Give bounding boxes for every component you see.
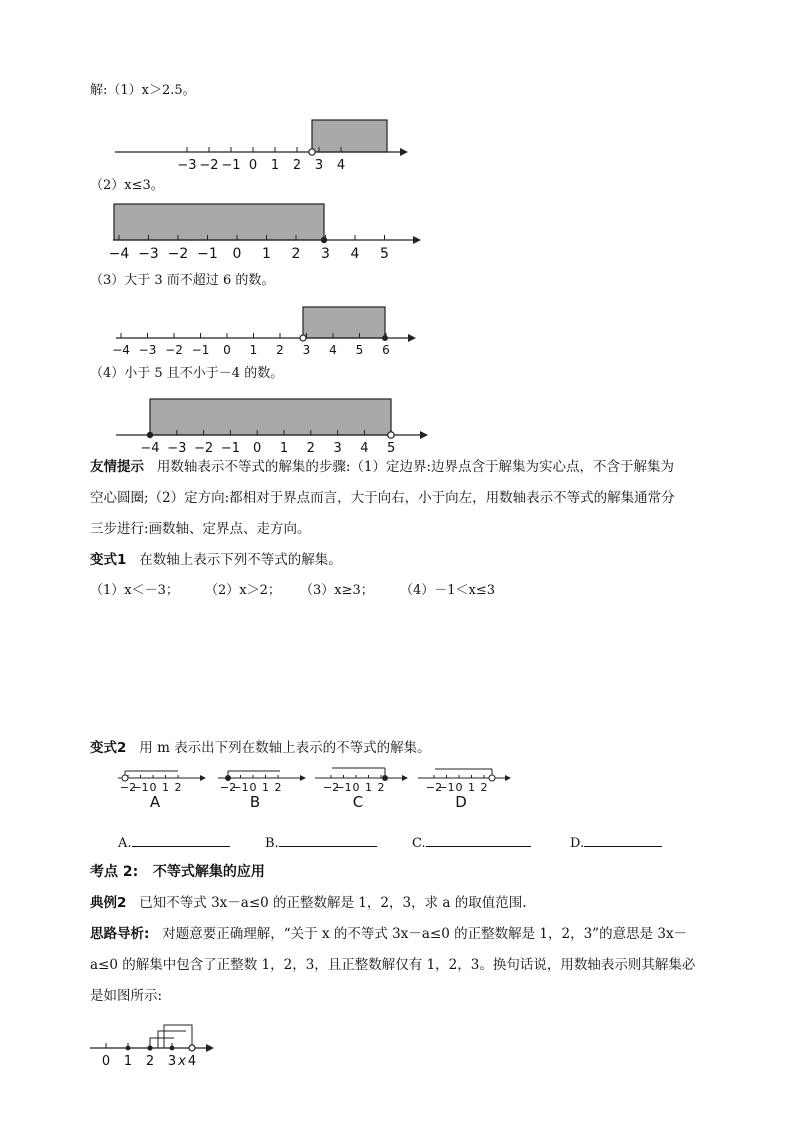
tick-label: −2: [194, 441, 214, 456]
tick-label: 4: [336, 158, 346, 173]
small-axis-b: [218, 771, 306, 811]
tick-label: −2: [219, 781, 237, 794]
tick-label: 1: [270, 158, 280, 173]
number-line-4: [108, 393, 438, 459]
tick-label: 1: [262, 246, 271, 262]
variant1-item-2: （2）x＞2；: [205, 583, 281, 598]
number-line-1: [110, 112, 410, 174]
tick-label: 3: [314, 158, 324, 173]
tick-label: −1: [220, 441, 240, 456]
arrow-icon: [402, 775, 408, 781]
arrow-icon: [408, 334, 416, 342]
tick-label: 5: [380, 246, 389, 262]
tick-label: −1: [132, 781, 149, 794]
arrow-icon: [505, 775, 511, 781]
tick-label: −3: [138, 343, 157, 357]
tick-label: −1: [191, 343, 210, 357]
tick-label: 0: [249, 781, 257, 794]
option-letter: C: [352, 793, 364, 811]
tick-label: −2: [322, 781, 340, 794]
tick-label: −4: [108, 246, 130, 262]
answer-blank-b[interactable]: [279, 832, 377, 847]
variant1-text: 在数轴上表示下列不等式的解集。: [139, 552, 342, 568]
tick-label: 5: [355, 343, 364, 357]
closed-endpoint: [382, 335, 388, 341]
tick-label: −4: [112, 343, 130, 357]
example2-label: 典例2: [90, 895, 127, 911]
tick-label: 0: [223, 343, 231, 357]
arrow-icon: [200, 775, 206, 781]
open-endpoint: [300, 335, 306, 341]
number-line-2: [108, 200, 428, 268]
tick-label: 1: [468, 781, 475, 794]
tick-label: 0: [455, 781, 463, 794]
tick-label: −1: [232, 781, 249, 794]
answer-blank-c[interactable]: [426, 832, 531, 847]
answer-b: B.: [265, 832, 377, 853]
tick-label: −1: [221, 158, 241, 173]
variant1-label: 变式1: [90, 552, 127, 568]
variant1-item-3: （3）x≥3；: [300, 583, 374, 598]
example2: [90, 893, 527, 913]
variant2-text: 用 m 表示出下列在数轴上表示的不等式的解集。: [139, 740, 431, 756]
tick-label: 1: [249, 343, 258, 357]
tick-label: 2: [291, 246, 301, 262]
variant2-label: 变式2: [90, 740, 127, 756]
shaded-region: [114, 204, 324, 240]
tick-label: 2: [292, 158, 302, 173]
tip-label: 友情提示: [90, 459, 144, 475]
arrow-icon: [400, 148, 408, 156]
tick-label: 3: [333, 441, 342, 456]
tip-line-1: [90, 457, 674, 477]
tick-label: −1: [335, 781, 352, 794]
solution-item-4: （4）小于 5 且不小于－4 的数。: [90, 366, 284, 381]
tick-label: −4: [140, 441, 160, 456]
tip-line-3: 三步进行:画数轴、定界点、走方向。: [90, 521, 311, 537]
answer-blank-d[interactable]: [584, 832, 662, 847]
tick-label: 3: [321, 246, 330, 262]
tick-label: −2: [167, 246, 189, 262]
tick-label: 3: [167, 1054, 177, 1069]
tick-label: 5: [387, 441, 396, 456]
tick-label: −2: [165, 343, 183, 357]
guide-line-2: a≤0 的解集中包含了正整数 1，2，3，且正整数解仅有 1，2，3。换句话说，用数轴表示则其解集必: [90, 957, 696, 973]
tick-label: −3: [167, 441, 187, 456]
shaded-region: [303, 307, 385, 338]
tick-label: 2: [306, 441, 315, 456]
open-endpoint: [189, 1045, 195, 1051]
guide-line-1: [90, 924, 687, 944]
guide-text-1: 对题意要正确理解，“关于 x 的不等式 3x－a≤0 的正整数解是 1，2，3”的意思是 3x－: [162, 926, 688, 942]
shaded-region: [150, 399, 391, 435]
example2-text: 已知不等式 3x－a≤0 的正整数解是 1，2，3，求 a 的取值范围.: [139, 895, 527, 911]
option-letter: A: [149, 793, 161, 811]
solution-item-1: 解:（1）x＞2.5。: [90, 83, 196, 98]
tick-label: 2: [145, 1054, 155, 1069]
shaded-region: [312, 120, 387, 152]
tick-label: 3: [302, 343, 311, 357]
answer-blank-a[interactable]: [132, 832, 230, 847]
tick-label: 2: [276, 343, 284, 357]
variant1-item-1: （1）x＜－3；: [90, 583, 179, 598]
tick-label: −1: [438, 781, 455, 794]
variant2-number-lines: [110, 762, 530, 812]
tick-label: 4: [350, 246, 360, 262]
tick-label: 0: [352, 781, 360, 794]
guide-label: 思路导析:: [90, 926, 150, 942]
option-letter: B: [249, 793, 261, 811]
arrow-icon: [413, 236, 421, 244]
answer-c: C.: [412, 832, 531, 853]
tick-label: 4: [187, 1054, 197, 1069]
solution-item-2: （2）x≤3。: [90, 178, 164, 193]
arrow-icon: [206, 1044, 214, 1052]
solution-item-3: （3）大于 3 而不超过 6 的数。: [90, 273, 275, 288]
tick-label: −2: [425, 781, 443, 794]
tick-label: x: [178, 1054, 186, 1069]
tick-label: 0: [248, 158, 258, 173]
answer-a: A.: [118, 832, 230, 853]
tick-label: −3: [138, 246, 159, 262]
tick-label: 1: [279, 441, 289, 456]
open-endpoint: [309, 149, 315, 155]
tip-line-2: 空心圆圈;（2）定方向:都相对于界点而言，大于向右，小于向左，用数轴表示不等式的解集通常分: [90, 490, 675, 506]
tick-label: 1: [262, 781, 269, 794]
arrow-icon: [300, 775, 306, 781]
integer-point: [170, 1046, 175, 1051]
tick-label: 1: [365, 781, 372, 794]
closed-endpoint: [147, 1045, 152, 1050]
tick-label: 0: [149, 781, 157, 794]
number-line-3: [108, 303, 428, 361]
tick-label: −2: [199, 158, 219, 173]
tick-label: 0: [101, 1054, 111, 1069]
tick-label: 2: [480, 781, 488, 794]
closed-endpoint: [321, 237, 327, 243]
tick-label: 1: [162, 781, 169, 794]
open-endpoint: [388, 432, 394, 438]
answer-d: D.: [570, 832, 662, 853]
small-axis-d: [418, 769, 511, 811]
tick-label: 4: [360, 441, 369, 456]
small-axis-a: [118, 771, 206, 811]
tick-label: −1: [197, 246, 218, 262]
kaodian-heading: 考点 2: 不等式解集的应用: [90, 864, 265, 880]
tick-label: −2: [119, 781, 137, 794]
tick-label: 1: [123, 1054, 133, 1069]
tick-label: −3: [177, 158, 197, 173]
guide-line-3: 是如图所示:: [90, 988, 163, 1004]
closed-endpoint: [147, 432, 153, 438]
solution-bracket: [164, 1025, 192, 1048]
tick-label: 4: [329, 343, 337, 357]
tick-label: 2: [274, 781, 282, 794]
number-line-5: [86, 1018, 226, 1070]
variant2-heading: [90, 738, 431, 758]
tick-label: 0: [253, 441, 262, 456]
tick-label: 2: [174, 781, 182, 794]
small-axis-c: [315, 768, 408, 811]
tip-text-1: 用数轴表示不等式的解集的步骤:（1）定边界:边界点含于解集为实心点，不含于解集为: [156, 459, 675, 475]
tick-label: 6: [382, 343, 390, 357]
variant1-heading: [90, 550, 342, 570]
tick-label: 2: [377, 781, 385, 794]
tick-label: 0: [232, 246, 242, 262]
variant1-item-4: （4）－1＜x≤3: [400, 583, 496, 598]
arrow-icon: [420, 431, 428, 439]
option-letter: D: [455, 793, 467, 811]
integer-point: [126, 1046, 131, 1051]
